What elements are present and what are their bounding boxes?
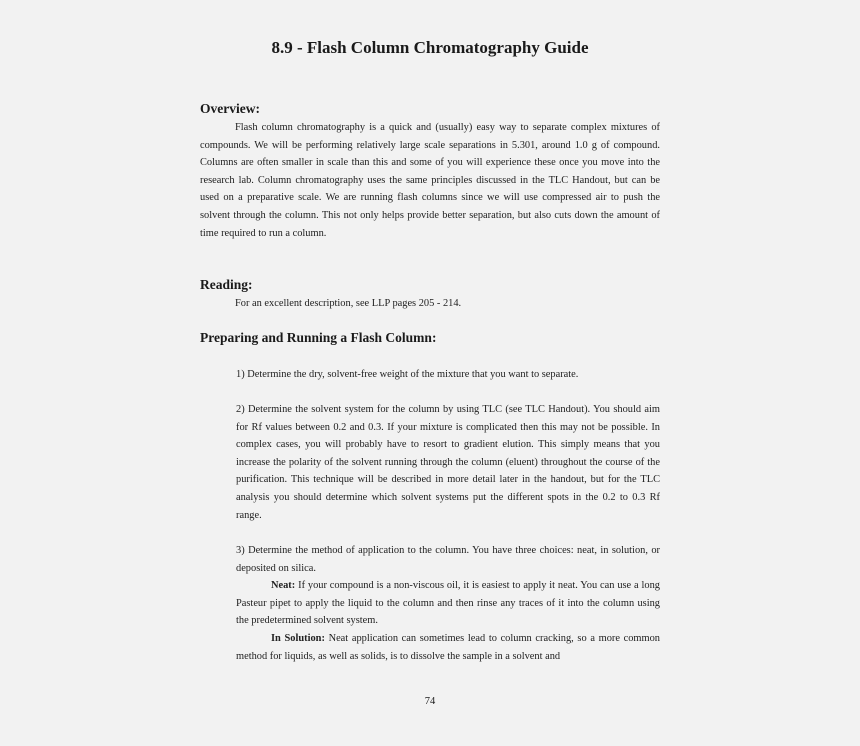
- page-title: 8.9 - Flash Column Chromatography Guide: [271, 38, 589, 57]
- reading-heading: Reading:: [200, 277, 253, 292]
- overview-paragraph: Flash column chromatography is a quick and (usually) easy way to separate complex mixtures of compounds. We will be performing relatively large scale separations in 5.301, around 1.0 g of compound. Columns are often smaller in scale than this and some of you will experience these once you move into the research lab. Column chromatography uses the same principles discussed in the TLC Handout, but can be used on a preparative scale. We are running flash columns since we will use compressed air to push the solvent through the column. This not only helps provide better separation, but also cuts down the amount of time required to run a column.: [200, 122, 660, 239]
- page-number: 74: [424, 696, 436, 707]
- neat-paragraph: [236, 577, 660, 630]
- neat-label: Neat:: [271, 580, 296, 591]
- step-3: 3) Determine the method of application to the column. You have three choices: neat, in solution, or deposited on silica.: [236, 545, 660, 574]
- overview-heading: Overview:: [200, 101, 260, 116]
- step-2: 2) Determine the solvent system for the column by using TLC (see TLC Handout). You should aim for Rf values between 0.2 and 0.3. If your mixture is complicated then this may not be possible. In complex cases, you will probably have to resort to gradient elution. This simply means that you increase the polarity of the solvent running through the column (eluent) throughout the course of the purification. This technique will be described in more detail later in the handout, but for the TLC analysis you should determine which solvent systems put the different spots in the 0.2 to 0.3 Rf range.: [236, 404, 660, 521]
- solution-paragraph: [236, 630, 660, 665]
- preparing-heading: Preparing and Running a Flash Column:: [200, 330, 437, 345]
- solution-label: In Solution:: [271, 633, 325, 644]
- step-1: 1) Determine the dry, solvent-free weight of the mixture that you want to separate.: [236, 369, 579, 380]
- solution-text: Neat application can sometimes lead to column cracking, so a more common method for liquids, as well as solids, is to dissolve the sample in a solvent and: [236, 633, 660, 662]
- neat-text: If your compound is a non-viscous oil, it is easiest to apply it neat. You can use a long Pasteur pipet to apply the liquid to the column and then rinse any traces of it into the column using the predetermined solvent system.: [236, 580, 660, 627]
- reading-paragraph: For an excellent description, see LLP pages 205 - 214.: [235, 298, 462, 309]
